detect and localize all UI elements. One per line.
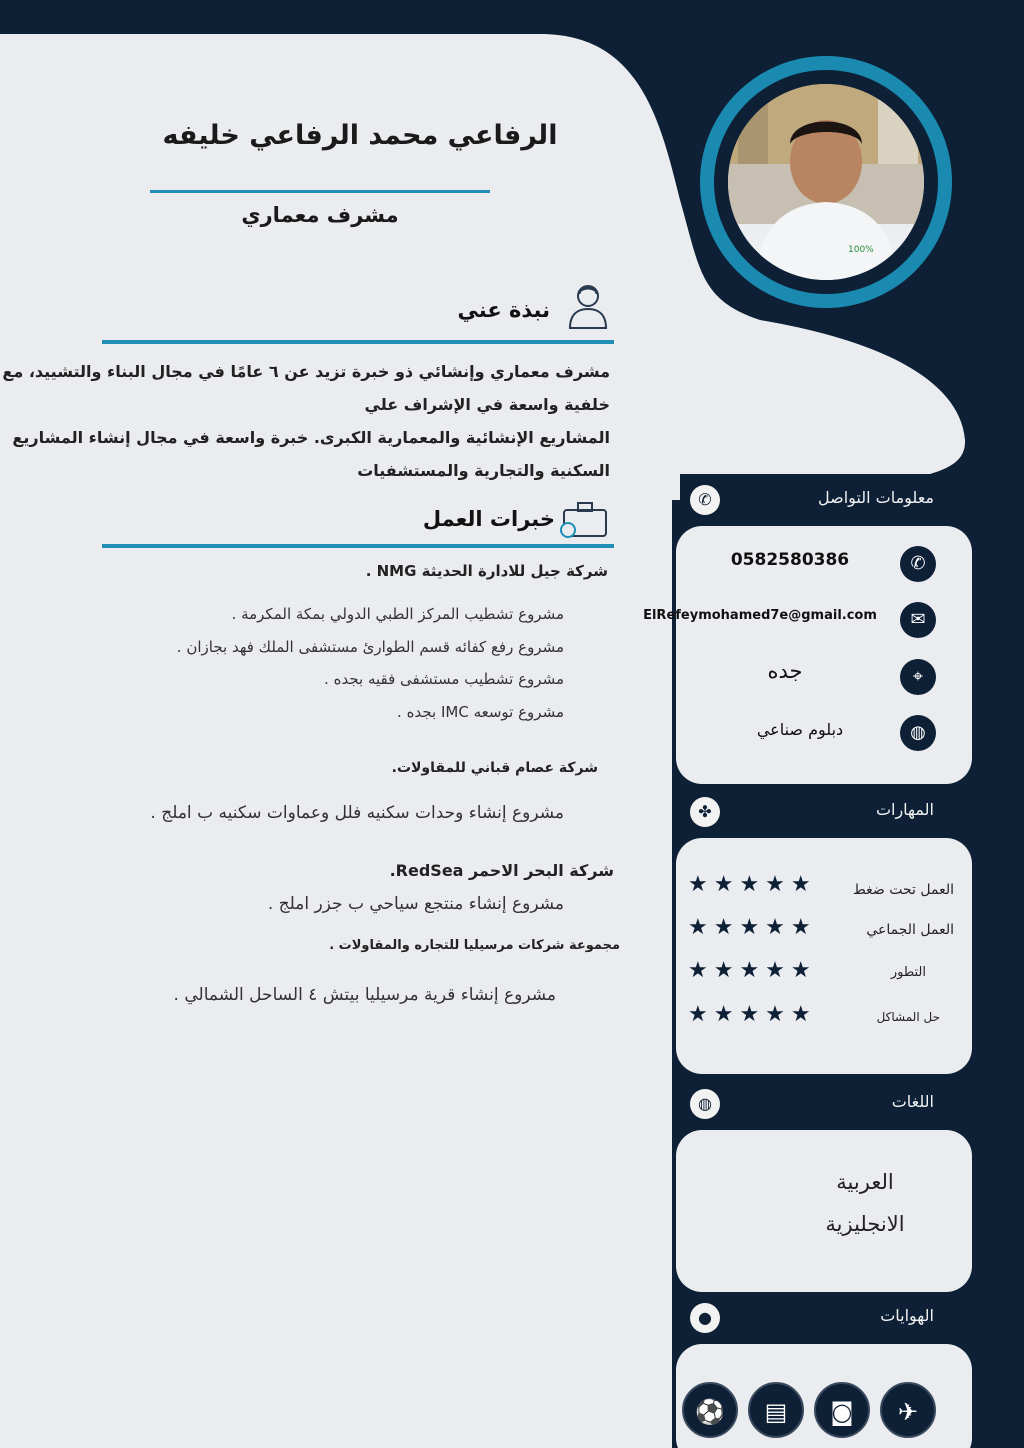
person-icon: ● [690, 1303, 720, 1333]
person-icon [566, 282, 610, 330]
about-text [2, 355, 610, 487]
project-item: مشروع إنشاء وحدات سكنيه فلل وعماوات سكنيه ب املج . [150, 803, 564, 823]
name-underline [150, 190, 490, 193]
about-line: السكنية والتجارية والمستشفيات [357, 461, 610, 480]
skills-icon: ✤ [690, 797, 720, 827]
contact-header [674, 476, 974, 524]
company-name: شركة جيل للادارة الحديثة NMG . [365, 562, 608, 580]
camera-icon: ◙ [814, 1382, 870, 1438]
project-item: مشروع تشطيب المركز الطبي الدولي بمكة المكرمة . [231, 605, 564, 623]
experience-title: خبرات العمل [422, 507, 555, 531]
skill-label: العمل الجماعي [866, 922, 954, 938]
skill-label: التطور [890, 965, 926, 980]
phone-number[interactable]: 0582580386 [730, 550, 850, 570]
experience-underline [102, 544, 614, 548]
contact-title: معلومات التواصل [817, 488, 934, 507]
languages-card [676, 1130, 972, 1292]
job-title: مشرف معماري [241, 203, 399, 227]
phone-icon: ✆ [900, 546, 936, 582]
city: جده [767, 659, 803, 683]
language-item: الانجليزية [825, 1212, 905, 1236]
profile-photo-frame [700, 56, 952, 308]
skill-label: العمل تحت ضغط [852, 882, 954, 898]
briefcase-icon [558, 500, 610, 540]
skill-rating: ★★★★★ [688, 915, 817, 940]
project-item: مشروع تشطيب مستشفى فقيه بجده . [324, 670, 564, 688]
languages-header [674, 1080, 974, 1128]
about-line: خلفية واسعة في الإشراف علي [364, 395, 610, 414]
about-line: مشرف معماري وإنشائي ذو خبرة تزيد عن ٦ عامًا في مجال البناء والتشييد، مع [2, 362, 610, 381]
skill-rating: ★★★★★ [688, 872, 817, 897]
skill-rating: ★★★★★ [688, 958, 817, 983]
company-name: مجموعة شركات مرسيليا للتجاره والمقاولات . [329, 938, 620, 953]
email-icon: ✉ [900, 602, 936, 638]
globe-icon: ◍ [690, 1089, 720, 1119]
football-icon: ⚽ [682, 1382, 738, 1438]
book-icon: ▤ [748, 1382, 804, 1438]
skill-label: حل المشاكل [876, 1010, 940, 1024]
about-title: نبذة عني [457, 298, 550, 322]
globe-icon: ◍ [900, 715, 936, 751]
company-name: شركة البحر الاحمر RedSea. [389, 861, 614, 880]
company-name: شركة عصام قباني للمقاولات. [391, 760, 598, 776]
hobbies-header [674, 1294, 974, 1342]
education: دبلوم صناعي [756, 720, 844, 739]
project-item: مشروع توسعه IMC بجده . [397, 703, 564, 721]
profile-photo [728, 84, 924, 280]
language-item: العربية [836, 1170, 894, 1194]
about-line: المشاريع الإنشائية والمعمارية الكبرى. خبرة واسعة في مجال إنشاء المشاريع [12, 428, 610, 447]
skill-rating: ★★★★★ [688, 1002, 817, 1027]
svg-text:100%: 100% [848, 245, 874, 255]
skills-header [674, 788, 974, 836]
hobbies-title: الهوايات [880, 1306, 934, 1325]
about-underline [102, 340, 614, 344]
project-item: مشروع إنشاء قرية مرسيليا بيتش ٤ الساحل الشمالي . [173, 985, 556, 1005]
project-item: مشروع إنشاء منتجع سياحي ب جزر املج . [267, 894, 564, 914]
languages-title: اللغات [891, 1092, 934, 1111]
email-address[interactable]: ElRefeymohamed7e@gmail.com [643, 608, 877, 623]
travel-icon: ✈ [880, 1382, 936, 1438]
location-icon: ⌖ [900, 659, 936, 695]
project-item: مشروع رفع كفائه قسم الطوارئ مستشفى الملك فهد بجازان . [176, 638, 564, 656]
person-name: الرفاعي محمد الرفاعي خليفه [162, 120, 558, 151]
phone-icon: ✆ [690, 485, 720, 515]
skills-title: المهارات [875, 800, 934, 819]
